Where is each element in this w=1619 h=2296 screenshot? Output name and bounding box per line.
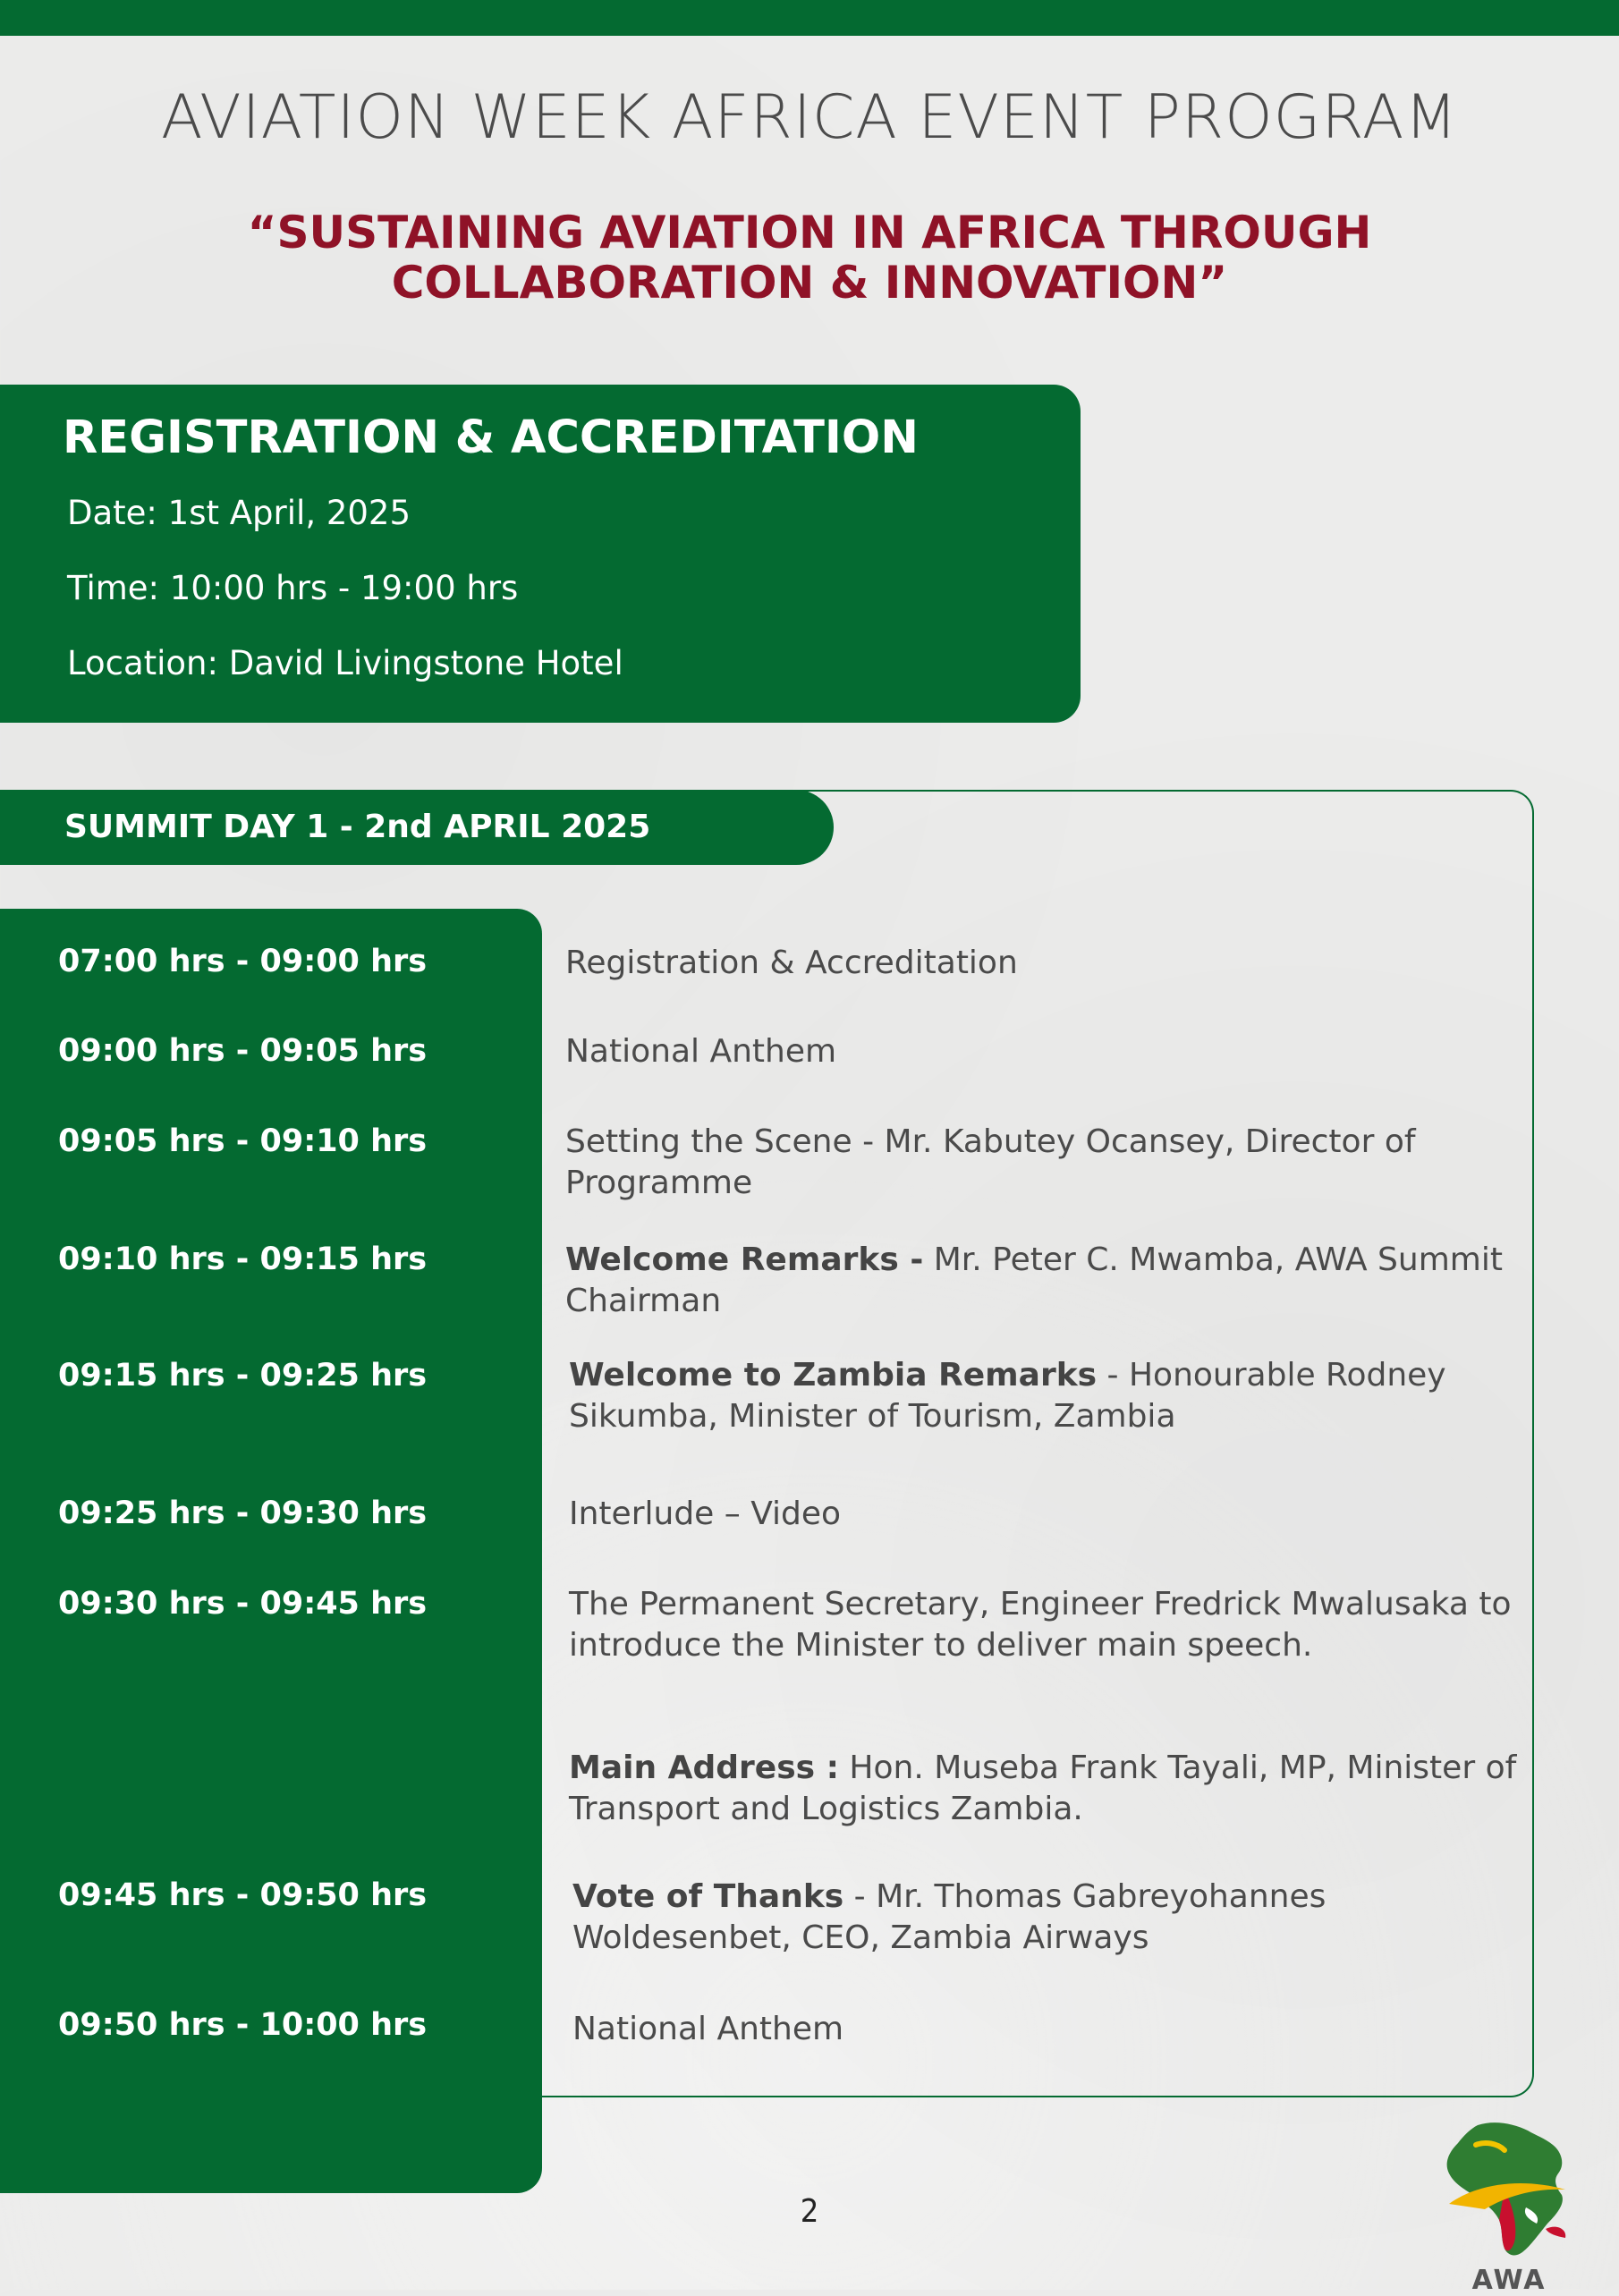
time-column (0, 909, 542, 2193)
registration-location: Location: David Livingstone Hotel (67, 644, 623, 682)
slot-description (565, 1122, 1531, 1204)
slot-bold-text: Welcome Remarks - (565, 1241, 924, 1278)
summit-day-tab (0, 790, 834, 865)
slot-text: Interlude – Video (569, 1495, 842, 1532)
slot-text: National Anthem (565, 1033, 837, 1070)
slot-time: 07:00 hrs - 09:00 hrs (58, 944, 428, 979)
page-title: AVIATION WEEK AFRICA EVENT PROGRAM (160, 82, 1459, 153)
event-theme (0, 208, 1619, 308)
slot-description (572, 2009, 1538, 2050)
logo-text: AWA (1471, 2265, 1547, 2296)
slot-text: National Anthem (572, 2011, 844, 2047)
slot-description (569, 1355, 1535, 1437)
slot-time: 09:15 hrs - 09:25 hrs (58, 1358, 428, 1394)
slot-description (565, 1031, 1531, 1072)
event-theme-line-1: “SUSTAINING AVIATION IN AFRICA THROUGH (247, 207, 1372, 258)
awa-africa-logo-icon (1422, 2118, 1592, 2270)
slot-time: 09:50 hrs - 10:00 hrs (58, 2007, 428, 2043)
slot-description (569, 1748, 1535, 1830)
slot-text: Mr. Peter C. Mwamba, AWA Summit Chairman (565, 1241, 1503, 1319)
page-number: 2 (800, 2193, 819, 2230)
summit-day-label: SUMMIT DAY 1 - 2nd APRIL 2025 (64, 809, 651, 845)
slot-description (565, 1240, 1531, 1322)
registration-time: Time: 10:00 hrs - 19:00 hrs (67, 569, 519, 607)
slot-description (565, 943, 1531, 984)
registration-box (0, 385, 1081, 723)
slot-description (569, 1584, 1535, 1666)
slot-description (569, 1494, 1535, 1535)
slot-description (572, 1877, 1538, 1959)
slot-time: 09:10 hrs - 09:15 hrs (58, 1241, 428, 1277)
slot-time: 09:45 hrs - 09:50 hrs (58, 1877, 428, 1913)
slot-time: 09:00 hrs - 09:05 hrs (58, 1033, 428, 1069)
registration-title: REGISTRATION & ACCREDITATION (63, 411, 919, 464)
slot-text: Setting the Scene - Mr. Kabutey Ocansey, Director of Programme (565, 1123, 1416, 1201)
event-theme-line-2: COLLABORATION & INNOVATION” (391, 257, 1228, 309)
slot-text: The Permanent Secretary, Engineer Fredrick Mwalusaka to introduce the Minister to deliver main speech. (569, 1586, 1512, 1664)
slot-text: Registration & Accreditation (565, 945, 1018, 981)
slot-bold-text: Vote of Thanks (572, 1878, 844, 1915)
slot-text: - Honourable Rodney Sikumba, Minister of Tourism, Zambia (569, 1357, 1446, 1435)
slot-time: 09:30 hrs - 09:45 hrs (58, 1586, 428, 1622)
slot-text: Hon. Museba Frank Tayali, MP, Minister of Transport and Logistics Zambia. (569, 1750, 1517, 1827)
registration-date: Date: 1st April, 2025 (67, 494, 411, 532)
top-bar (0, 0, 1619, 36)
slot-text: - Mr. Thomas Gabreyohannes Woldesenbet, CEO, Zambia Airways (572, 1878, 1327, 1956)
slot-time: 09:25 hrs - 09:30 hrs (58, 1495, 428, 1531)
slot-bold-text: Main Address : (569, 1750, 839, 1786)
slot-time: 09:05 hrs - 09:10 hrs (58, 1123, 428, 1159)
slot-bold-text: Welcome to Zambia Remarks (569, 1357, 1098, 1394)
